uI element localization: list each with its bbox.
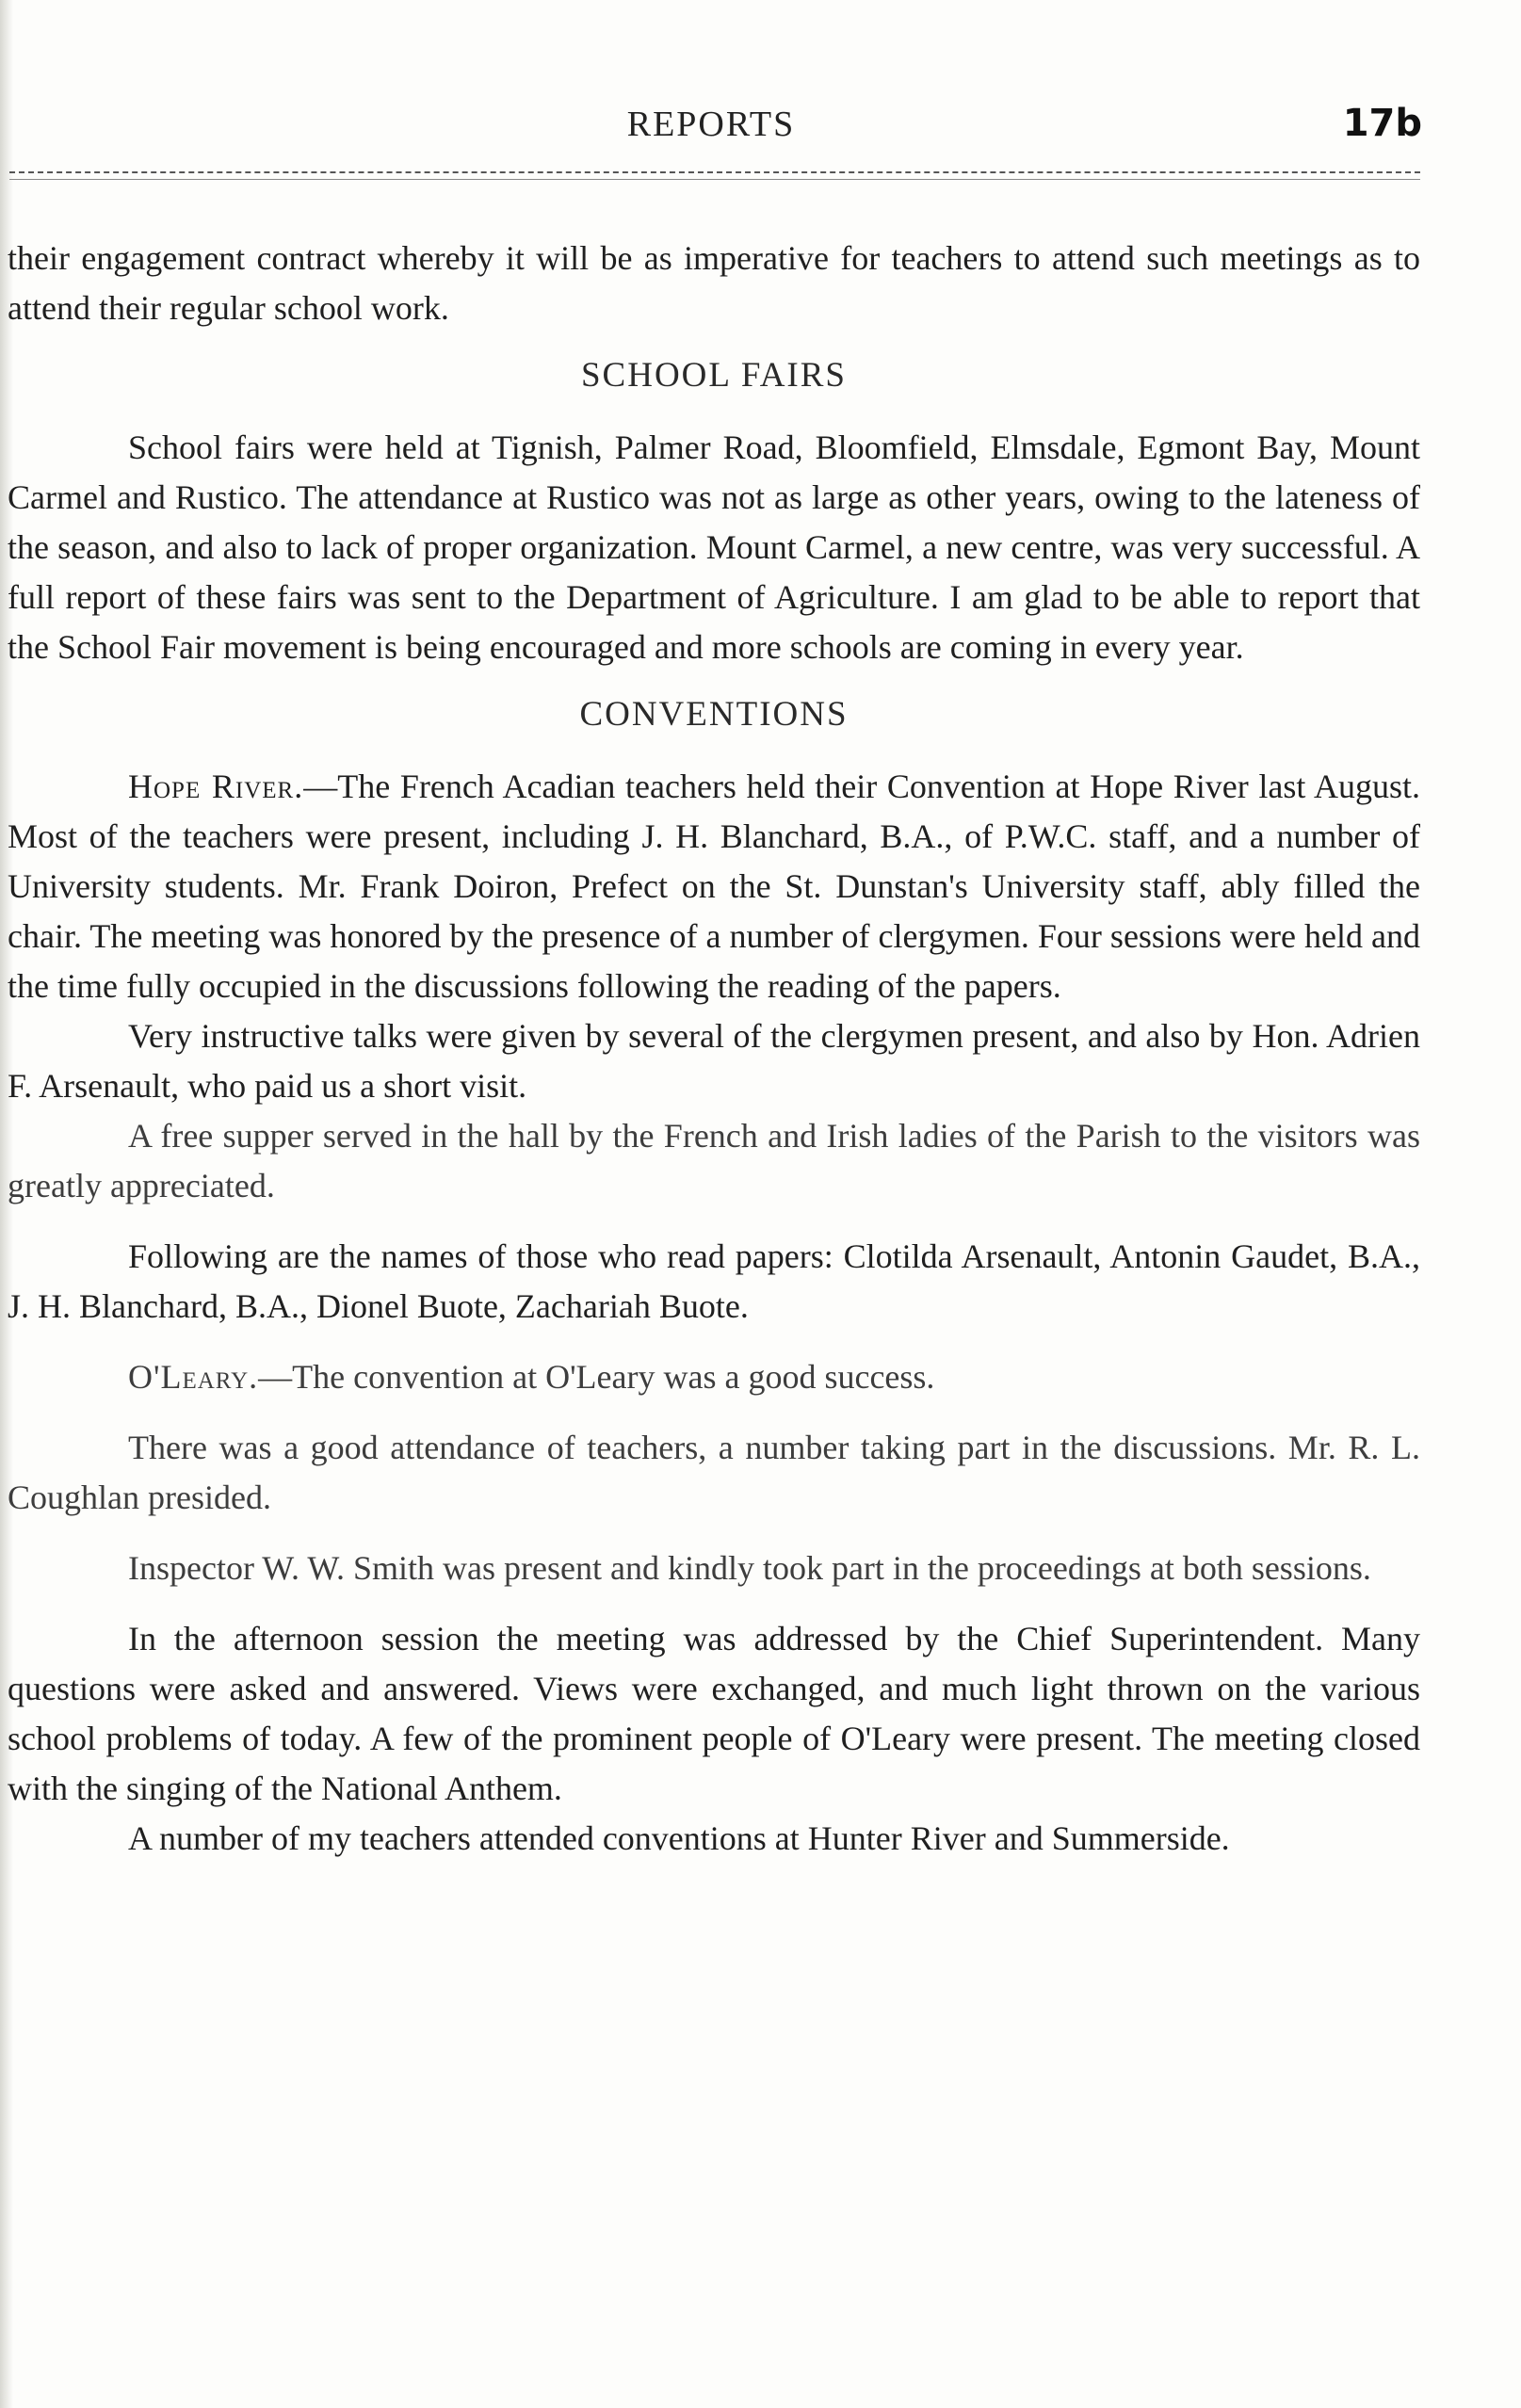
school-fairs-heading: SCHOOL FAIRS [580,356,848,395]
spacer [8,1402,1420,1423]
header-rule [9,171,1420,173]
page-body [8,234,1420,1864]
afternoon-paragraph: In the afternoon session the meeting was addressed by the Chief Superintendent. Many questions were asked and answered. Views were exchanged, and much light thrown on the various school problems of today. A few of the prominent people of O'Leary were present. The meeting closed with the singing of the National Anthem. [8,1620,1420,1807]
oleary-lead: O'Leary. [128,1358,259,1396]
page-header [0,104,1521,160]
spacer [8,1332,1420,1352]
other-conventions-paragraph: A number of my teachers attended conventions at Hunter River and Summerside. [128,1819,1230,1857]
hope-river-lead: Hope River. [128,768,304,805]
supper-paragraph: A free supper served in the hall by the French and Irish ladies of the Parish to the visitors was greatly appreciated. [8,1117,1420,1204]
conventions-heading: CONVENTIONS [579,695,849,734]
spacer [8,1593,1420,1614]
header-rule-underline [9,179,1420,180]
hope-river-text: —The French Acadian teachers held their Convention at Hope River last August. Most of the teachers were present, including J. H. Blanchard, B.A., of P.W.C. staff, and a number of University students. Mr. Frank Doiron, Prefect on the St. Dunstan's University staff, ably filled the chair. The meeting was honored by the presence of a number of clergymen. Four sessions were held and the time fully occupied in the discussions following the reading of the papers. [8,768,1420,1005]
oleary-text: —The convention at O'Leary was a good success. [258,1358,935,1396]
page-number: 17b [1342,102,1422,145]
intro-paragraph: their engagement contract whereby it will be as imperative for teachers to attend such meetings as to attend their regular school work. [8,239,1420,327]
spacer [8,1523,1420,1543]
running-head: REPORTS [626,105,796,144]
papers-paragraph: Following are the names of those who read papers: Clotilda Arsenault, Antonin Gaudet, B.A., J. H. Blanchard, B.A., Dionel Buote, Zachariah Buote. [8,1237,1420,1325]
attendance-paragraph: There was a good attendance of teachers, a number taking part in the discussions. Mr. R. L. Coughlan presided. [8,1429,1420,1516]
inspector-paragraph: Inspector W. W. Smith was present and kindly took part in the proceedings at both sessions. [128,1549,1371,1587]
spacer [8,1211,1420,1232]
school-fairs-paragraph: School fairs were held at Tignish, Palmer Road, Bloomfield, Elmsdale, Egmont Bay, Mount Carmel and Rustico. The attendance at Rustico was not as large as other years, owing to the lateness of the season, and also to lack of proper organization. Mount Carmel, a new centre, was very successful. A full report of these fairs was sent to the Department of Agriculture. I am glad to be able to report that the School Fair movement is being encouraged and more schools are coming in every year. [8,428,1420,666]
instructive-talks-paragraph: Very instructive talks were given by several of the clergymen present, and also by Hon. Adrien F. Arsenault, who paid us a short visit. [8,1017,1420,1105]
oleary-paragraph [8,1352,1420,1402]
hope-river-paragraph [8,762,1420,1011]
